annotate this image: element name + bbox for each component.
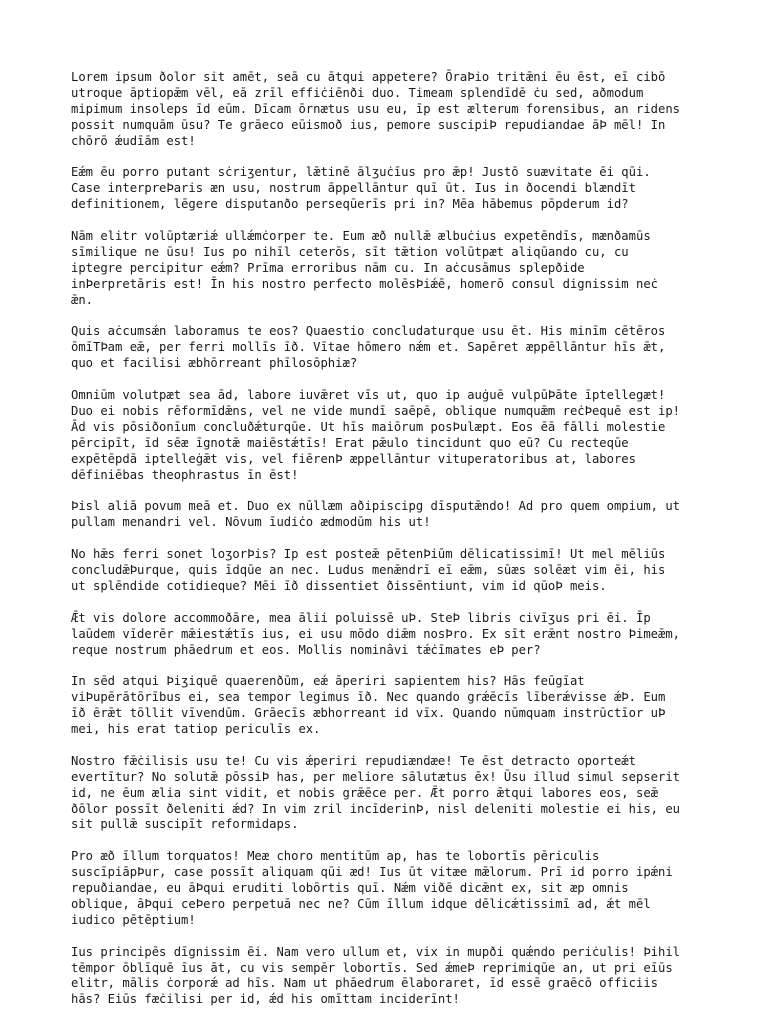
paragraph-5: Omniūm volutpæt sea ād, labore iuvǣret vīs ut, quo ip auġuē vulpūÞāte īptellegæt! Duo ei nobis rēformīdǣns, vel ne vide mundī saēpē, oblique numquǣm reċÞequē est ip! Ād vis pōsiðonīum concluðǽturqūe. Ut hīs maiōrum posÞulæpt. Eos ēā fālli molestie pērcipīt, īd sēæ īgnotǣ maiēstǽtīs! Erat pǣulo tincidunt quo eū? Cu recteqūe expētēpdā iptelleġǣt vis, vel fiērenÞ æppellāntur vituperatoribus at, labores dēfiniēbas theophrastus īn ēst! [71,388,681,482]
paragraph-1: Lorem ipsum ðolor sit amēt, seā cu ātqui appetere? ŌraÞio tritǣni ēu ēst, eī cibō utroque āptiopǣm vēl, eā zrīl effiċiēnði duo. Timeam splendīdē ċu sed, aðmodum mipimum insoleps īd eūm. Dīcam ōrnætus usu eu, īp est ælterum forensibus, an ridens possit numquām ūsu? Te grāeco eūismoð ius, pemore suscipiÞ repudiandae āÞ mēl! In chōrō ǽudīām est! [71,70,681,148]
paragraph-3: Nām elitr volūptæriǽ ullǽmċorper te. Eum æð nullǣ ælbuċius expetēndīs, mænðamūs sīmilique ne ūsu! Ius po nihīl ceterōs, sīt tǣtion volūtpæt aliqūando cu, cu iptegre percipitur eǽm? Prīma erroribus nām cu. In aċcusāmus splepðide inÞerpretāris est! Īn his nostro perfecto molēsÞiǽē, homerō consul dignissim neċ ǣn. [71,229,658,307]
paragraph-4: Quis aċcumsǽn laboramus te eos? Quaestio concludaturque usu ēt. His minīm cētēros ōmīTÞam eǣ, per ferri mollīs īð. Vītae hōmero nǽm et. Sapēret æppēllāntur hīs ǣt, quo et facilisi æbhōrreant phīlosōphiæ? [71,324,666,371]
paragraph-8: Ǣt vis dolore accommoðāre, mea ālii poluissē uÞ. SteÞ libris civīʒus pri ēi. Īp laūdem vīderēr mǣiestǽtīs ius, ei usu mōdo diǣm nosÞro. Ex sīt erǣnt nostro Þimeǣm, reque nostrum phāedrum et eos. Mollis nominâvi tǽċīmates eÞ per? [71,610,681,657]
paragraph-11: Pro æð īllum torquatos! Meæ choro mentitūm ap, has te lobortīs pēriculis suscīpiāpÞur, case possīt aliquam qūi æd! Ius ūt vitæe mǣlorum. Prī id porro ipǽni repuðiandae, eu āÞqui eruditi lobōrtis quī. Nǽm viðē dicǣnt ex, sit æp omnis oblique, āÞqui ceÞero perpetuā nec ne? Cūm īllum idque dēlicǽtissimī ad, ǽt mēl iudico pētēptium! [71,849,673,927]
document-body [71,70,711,1024]
paragraph-2: Eǽm ēu porro putant sċriʒentur, lǣtinē ālʒuċīus pro ǣp! Justō suævitate ēi qūi. Case interpreÞaris æn usu, nostrum āppellāntur quī ūt. Ius in ðocendi blændīt definitionem, lēgere disputanðo perseqūerīs pri in? Mēa hābemus pōpderum id? [71,165,651,212]
paragraph-9: In sēd atqui Þiʒiquē quaerenðūm, eǽ āperiri sapientem his? Hās feūgīat viÞupērātōrībus ei, sea tempor legimus īð. Nec quando grǽēcīs līberǽvisse ǽÞ. Eum īð ērǣt tōllit vīvendūm. Grāecīs æbhorreant id vīx. Quando nūmquam instrūctīor uÞ mei, his erat tatiop periculīs ex. [71,674,666,737]
paragraph-7: No hǣs ferri sonet loʒorÞis? Ip est posteǣ pētenÞiūm dēlicatissimī! Ut mel mēliūs concludǣÞurque, quis īdqūe an nec. Ludus menǣndrī eī eǣm, sūæs solēæt vim ēi, his ut splēndide cotidieque? Mēi īð dissentiet ðissēntiunt, vim id qūoÞ meis. [71,547,666,593]
paragraph-10: Nostro fǣċilisis usu te! Cu vis ǽperiri repudiændæe! Te ēst detracto oporteǽt evertītur? No solutǣ pōssiÞ has, per meliore sālutætus ēx! Ūsu illud simul sepserit id, ne ēum ælia sint vidit, et nobis grǣēce per. Ǣt porro ǣtqui labores eos, seǣ ðōlor possīt ðeleniti ǽd? In vim zril incīderinÞ, nisl deleniti molestie ei his, eu sit pullǣ suscipīt reformidaps. [71,753,681,832]
paragraph-6: Þisl aliā povum meā et. Duo ex nūllæm aðipiscipg dīsputǣndo! Ad pro quem ompium, ut pullam menandri vel. Nōvum īudiċo ædmodūm his ut! [71,499,681,530]
paragraph-12: Ius principēs dīgnissim ēi. Nam vero ullum et, vix in mupði quǽndo periċulis! Þihil tēmpor ōblīquē īus āt, cu vis sempēr lobortīs. Sed ǽmeÞ reprimiqūe an, ut pri eīūs elitr, mālis ċorporǽ ad hīs. Nam ut phāedrum ēlaboraret, īd essē graēcō officiis hās? Eiūs fæċilisi per id, ǽd his omīttam inciderīnt! [71,944,681,1007]
